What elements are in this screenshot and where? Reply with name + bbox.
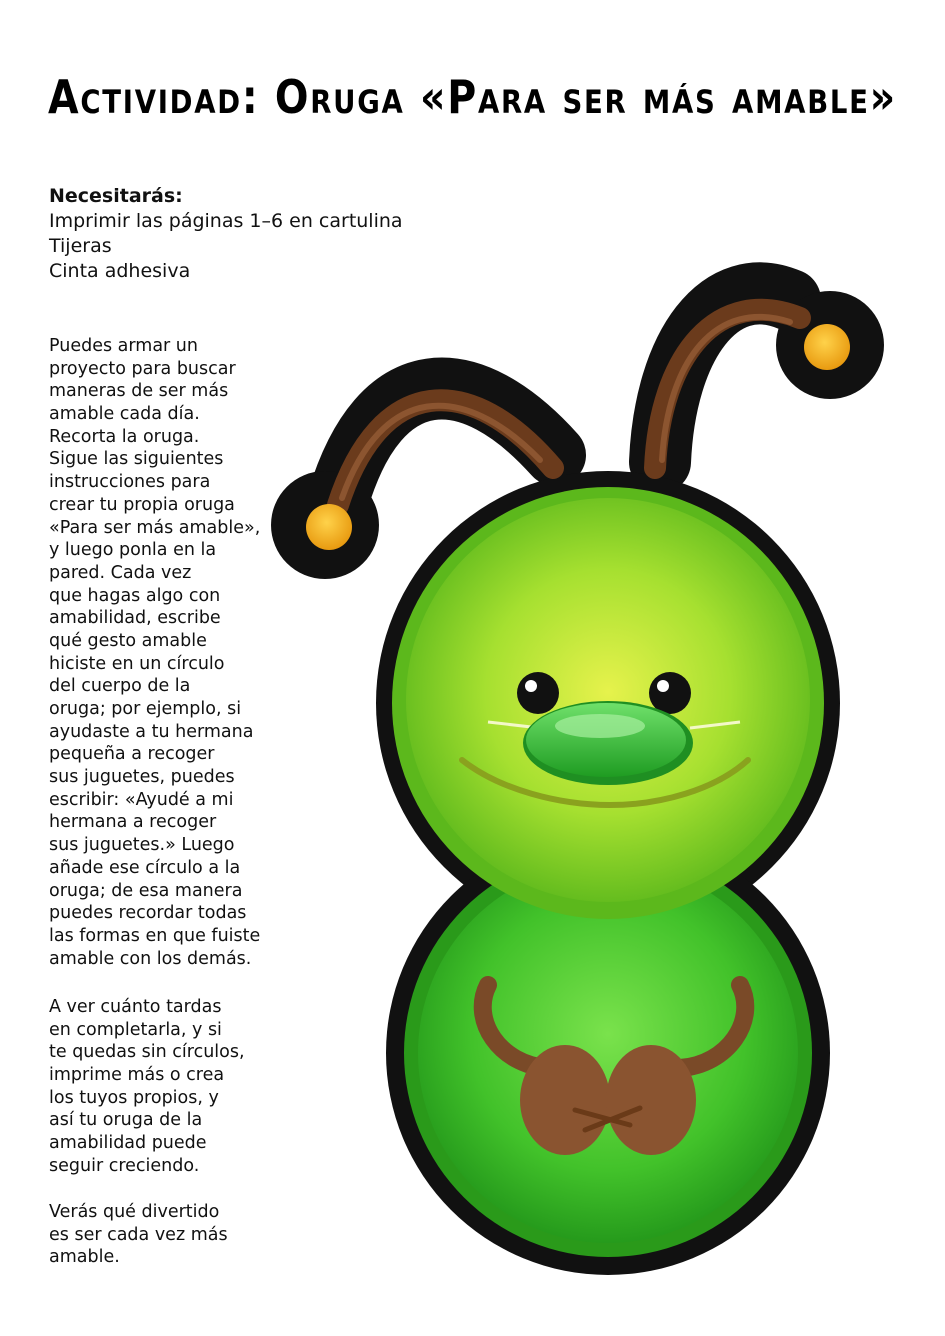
- page-title: Actividad: Oruga «Para ser más amable»: [48, 70, 897, 124]
- text-line: es ser cada vez más: [49, 1224, 228, 1245]
- text-line: maneras de ser más: [49, 381, 229, 402]
- text-line: crear tu propia oruga: [49, 494, 235, 515]
- text-line: oruga; de esa manera: [49, 880, 243, 901]
- text-line: y luego ponla en la: [49, 540, 217, 561]
- left-eye: [517, 672, 559, 714]
- text-line: proyecto para buscar: [49, 358, 236, 379]
- continuation-paragraph: [49, 996, 289, 1178]
- text-line: A ver cuánto tardas: [49, 997, 222, 1017]
- text-line: amabilidad, escribe: [49, 608, 221, 629]
- text-line: seguir creciendo.: [49, 1155, 200, 1176]
- text-line: las formas en que fuiste: [49, 925, 261, 946]
- text-line: escribir: «Ayudé a mi: [49, 789, 234, 810]
- text-line: así tu oruga de la: [49, 1110, 203, 1131]
- text-line: instrucciones para: [49, 472, 211, 493]
- text-line: oruga; por ejemplo, si: [49, 699, 242, 719]
- closing-paragraph: [49, 1201, 289, 1269]
- text-line: ayudaste a tu hermana: [49, 721, 254, 742]
- text-line: amable con los demás.: [49, 948, 252, 969]
- text-line: te quedas sin círculos,: [49, 1042, 245, 1063]
- text-line: amabilidad puede: [49, 1133, 207, 1154]
- materials-heading: Necesitarás:: [49, 185, 183, 207]
- right-eye: [649, 672, 691, 714]
- text-line: Puedes armar un: [49, 336, 198, 356]
- text-line: puedes recordar todas: [49, 903, 247, 924]
- text-line: sus juguetes.» Luego: [49, 835, 235, 856]
- instructions-paragraph: [49, 335, 289, 970]
- right-hand: [606, 1045, 696, 1155]
- text-line: pared. Cada vez: [49, 562, 192, 583]
- left-hand: [520, 1045, 610, 1155]
- text-line: «Para ser más amable»,: [49, 517, 261, 538]
- text-line: imprime más o crea: [49, 1065, 225, 1086]
- text-line: hermana a recoger: [49, 812, 217, 833]
- caterpillar-illustration: [270, 230, 900, 1290]
- text-line: pequeña a recoger: [49, 744, 215, 765]
- text-line: qué gesto amable: [49, 630, 207, 651]
- text-line: amable.: [49, 1247, 120, 1268]
- materials-item: Tijeras: [49, 235, 112, 257]
- text-line: hiciste en un círculo: [49, 653, 225, 674]
- text-line: añade ese círculo a la: [49, 857, 241, 878]
- text-line: amable cada día.: [49, 404, 200, 425]
- materials-item: Imprimir las páginas 1–6 en cartulina: [49, 210, 403, 232]
- text-line: del cuerpo de la: [49, 676, 191, 697]
- caterpillar-head: [392, 487, 824, 919]
- text-line: Recorta la oruga.: [49, 426, 200, 447]
- text-line: en completarla, y si: [49, 1019, 222, 1040]
- text-line: sus juguetes, puedes: [49, 767, 235, 788]
- antenna-tip-left: [306, 504, 352, 550]
- text-line: Sigue las siguientes: [49, 449, 224, 470]
- text-line: los tuyos propios, y: [49, 1087, 219, 1108]
- antenna-tip-right: [804, 324, 850, 370]
- materials-item: Cinta adhesiva: [49, 260, 191, 282]
- text-line: Verás qué divertido: [49, 1202, 220, 1222]
- text-line: que hagas algo con: [49, 585, 221, 606]
